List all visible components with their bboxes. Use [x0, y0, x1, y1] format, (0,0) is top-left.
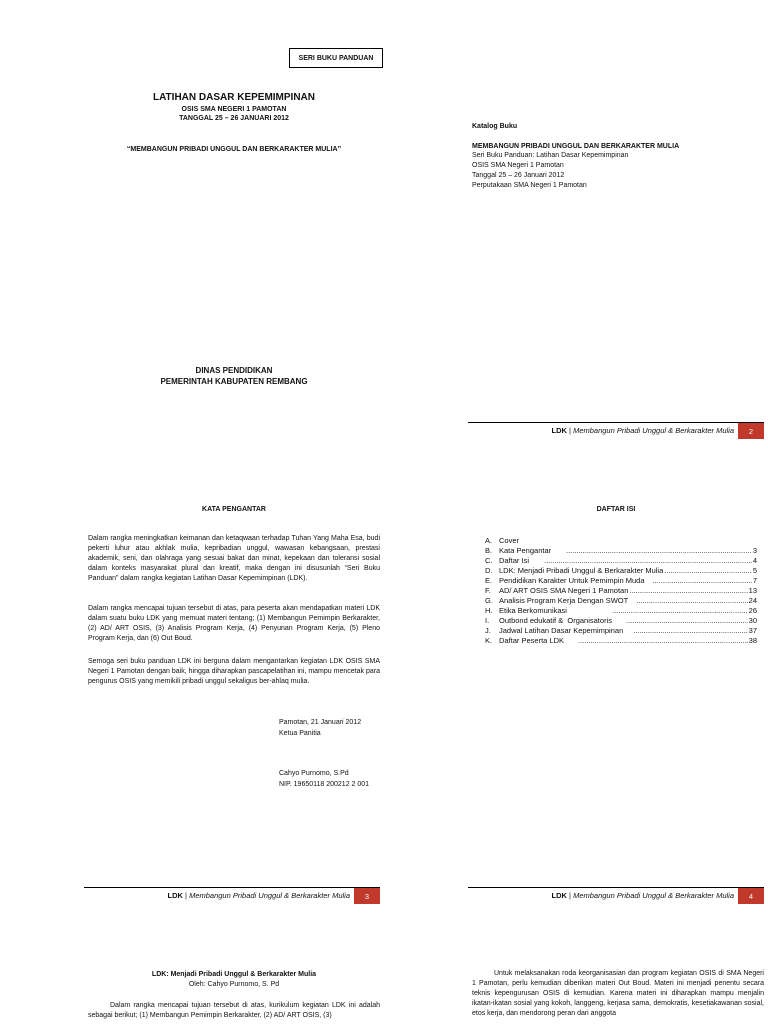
foreword-heading: KATA PENGANTAR — [202, 506, 266, 513]
toc-item[interactable] — [485, 636, 757, 646]
toc-leader — [544, 556, 752, 566]
page-number: 3 — [354, 888, 380, 904]
toc-item-page: 38 — [748, 636, 757, 645]
foreword-paragraph-1: Dalam rangka meningkatkan keimanan dan ketaqwaan terhadap Tuhan Yang Maha Esa, budi pekerti luhur atau akhlak mulia, kepribadian unggul, wawasan kebangsaan, prestasi akademik, seni, dan olahraga yang sesuai bakat dan minat, kepekaan dan toleransi sosial dalam konteks masyarakat plural dan kreatif, maka dengan ini disusunlah “Seri Buku Panduan” dalam rangka kegiatan Latihan Dasar Kepemimpinan (LDK). — [88, 535, 380, 582]
toc-item-page: 26 — [748, 606, 757, 615]
toc-item[interactable] — [485, 606, 757, 616]
toc-item[interactable] — [485, 556, 757, 566]
page-number: 2 — [738, 423, 764, 439]
cover-agency-1: DINAS PENDIDIKAN — [195, 366, 273, 375]
cover-theme: “MEMBANGUN PRIBADI UNGGUL DAN BERKARAKTER MULIA” — [126, 146, 342, 153]
toc-item-page: 13 — [748, 586, 757, 595]
toc-item-letter: B. — [485, 546, 493, 555]
article-author: Oleh: Cahyo Purnomo, S. Pd — [188, 981, 280, 988]
toc-item-title: Analisis Program Kerja Dengan SWOT — [499, 596, 629, 605]
toc-item-letter: J. — [485, 626, 491, 635]
foreword-signer-name: Cahyo Purnomo, S.Pd — [279, 770, 349, 777]
toc-item-title: Kata Pengantar — [499, 546, 552, 555]
article-paragraph: Dalam rangka mencapai tujuan tersebut di atas, kurikulum kegiatan LDK ini adalah sebagai berikut; (1) Membangun Pemimpin Berkarakter, (2) AD/ ART OSIS, (3) — [88, 1002, 380, 1019]
toc-heading: DAFTAR ISI — [596, 506, 636, 513]
toc-item-page: 4 — [752, 556, 757, 565]
toc-item[interactable] — [485, 536, 757, 546]
toc-item-page: 30 — [748, 616, 757, 625]
footer-caption: LDK | Membangun Pribadi Unggul & Berkarakter Mulia — [551, 891, 734, 900]
cover-agency-2: PEMERINTAH KABUPATEN REMBANG — [160, 377, 308, 386]
toc-item[interactable] — [485, 626, 757, 636]
foreword-paragraph-2: Dalam rangka mencapai tujuan tersebut di atas, para peserta akan mendapatkan materi LDK dalam suatu buku LDK yang memuat materi tentang; (1) Membangun Pemimpin Berkarakter, (2) AD/ ART OSIS, (3) Analisis Program Kerja, (4) Penyunan Program Kerja, (5) Pleno Program Kerja, dan (6) Out Boud. — [88, 605, 380, 642]
toc-item-letter: I. — [485, 616, 490, 625]
footer-caption: LDK | Membangun Pribadi Unggul & Berkarakter Mulia — [167, 891, 350, 900]
footer-caption: LDK | Membangun Pribadi Unggul & Berkarakter Mulia — [551, 426, 734, 435]
series-label: SERI BUKU PANDUAN — [289, 48, 383, 68]
toc-item-page: 5 — [752, 566, 757, 575]
toc-item-letter: E. — [485, 576, 493, 585]
toc-item[interactable] — [485, 616, 757, 626]
toc-item-letter: D. — [485, 566, 493, 575]
foreword-signer-nip: NIP. 19650118 200212 2 001 — [279, 781, 370, 788]
toc-leader — [612, 606, 748, 616]
article-right-paragraph: Untuk melaksanakan roda keorganisasian dan program kegiatan OSIS di SMA Negeri 1 Pamotan, perlu kemudian diberikan materi Out Boud. Materi ini menjadi penentu secara teknis kepengurusan OSIS di kemudian. Karena materi ini diharapkan mampu menjalin ikatan-ikatan sosial yang kokoh, langgeng, kerjasa sama, demokratis, kesetiakawanan sosial, etos kerja, dan mendorong peran dari anggota — [472, 970, 764, 1017]
toc-item[interactable] — [485, 576, 757, 586]
toc-leader — [578, 636, 748, 646]
toc-item-letter: K. — [485, 636, 493, 645]
toc-leader — [636, 596, 747, 606]
toc-item-title: Outbond edukatif & Organisatoris — [499, 616, 612, 625]
toc-leader — [633, 626, 747, 636]
footer-rule — [468, 887, 764, 888]
cover-date: TANGGAL 25 – 26 JANUARI 2012 — [179, 115, 289, 122]
foreword-role: Ketua Panitia — [279, 730, 321, 737]
toc-leader — [629, 586, 747, 596]
toc-item[interactable] — [485, 566, 757, 576]
article-title: LDK: Menjadi Pribadi Unggul & Berkarakter Mulia — [151, 971, 317, 978]
toc-item-title: Jadwal Latihan Dasar Kepemimpinan — [499, 626, 624, 635]
toc-item-title: Pendidikan Karakter Untuk Pemimpin Muda — [499, 576, 645, 585]
toc-item-letter: H. — [485, 606, 493, 615]
catalog-line: Tanggal 25 – 26 Januari 2012 — [472, 172, 565, 179]
toc-item[interactable] — [485, 546, 757, 556]
toc-item-letter: A. — [485, 536, 493, 545]
toc-item-title: Etika Berkomunikasi — [499, 606, 567, 615]
catalog-heading: Katalog Buku — [472, 123, 518, 130]
toc-item[interactable] — [485, 596, 757, 606]
toc-leader — [626, 616, 748, 626]
catalog-line: Seri Buku Panduan: Latihan Dasar Kepemimpinan — [472, 152, 629, 159]
catalog-line: OSIS SMA Negeri 1 Pamotan — [472, 162, 564, 169]
footer-rule — [468, 422, 764, 423]
foreword-place-date: Pamotan, 21 Januari 2012 — [279, 719, 362, 726]
foreword-paragraph-3: Semoga seri buku panduan LDK ini berguna dalam mengantarkan kegiatan LDK OSIS SMA Negeri 1 Pamotan dengan baik, hingga diharapkan pascapelatihan ini, mampu mencetak para pengurus OSIS yang memikili pribadi unggul sekaligus ber-ahlaq mulia. — [88, 658, 380, 685]
toc-item-title: AD/ ART OSIS SMA Negeri 1 Pamotan — [499, 586, 629, 595]
toc-item-letter: C. — [485, 556, 493, 565]
toc-item-page: 24 — [748, 596, 757, 605]
toc-item-letter: G. — [485, 596, 493, 605]
footer-rule — [84, 887, 380, 888]
toc-leader — [653, 576, 752, 586]
toc-leader — [664, 566, 752, 576]
catalog-line: Perputakaan SMA Negeri 1 Pamotan — [472, 182, 587, 189]
toc-item[interactable] — [485, 586, 757, 596]
toc-item-title: Cover — [499, 536, 520, 545]
toc-item-page: 37 — [748, 626, 757, 635]
toc-item-title: LDK: Menjadi Pribadi Unggul & Berkarakter Mulia — [499, 566, 664, 575]
toc-item-page: 7 — [752, 576, 757, 585]
toc-leader — [566, 546, 752, 556]
toc-item-title: Daftar Peserta LDK — [499, 636, 565, 645]
page-number: 4 — [738, 888, 764, 904]
cover-school: OSIS SMA NEGERI 1 PAMOTAN — [181, 106, 287, 113]
toc-item-title: Daftar Isi — [499, 556, 530, 565]
toc-item-letter: F. — [485, 586, 491, 595]
toc-item-page: 3 — [752, 546, 757, 555]
cover-title: LATIHAN DASAR KEPEMIMPINAN — [152, 92, 316, 103]
catalog-title: MEMBANGUN PRIBADI UNGGUL DAN BERKARAKTER MULIA — [472, 143, 680, 150]
